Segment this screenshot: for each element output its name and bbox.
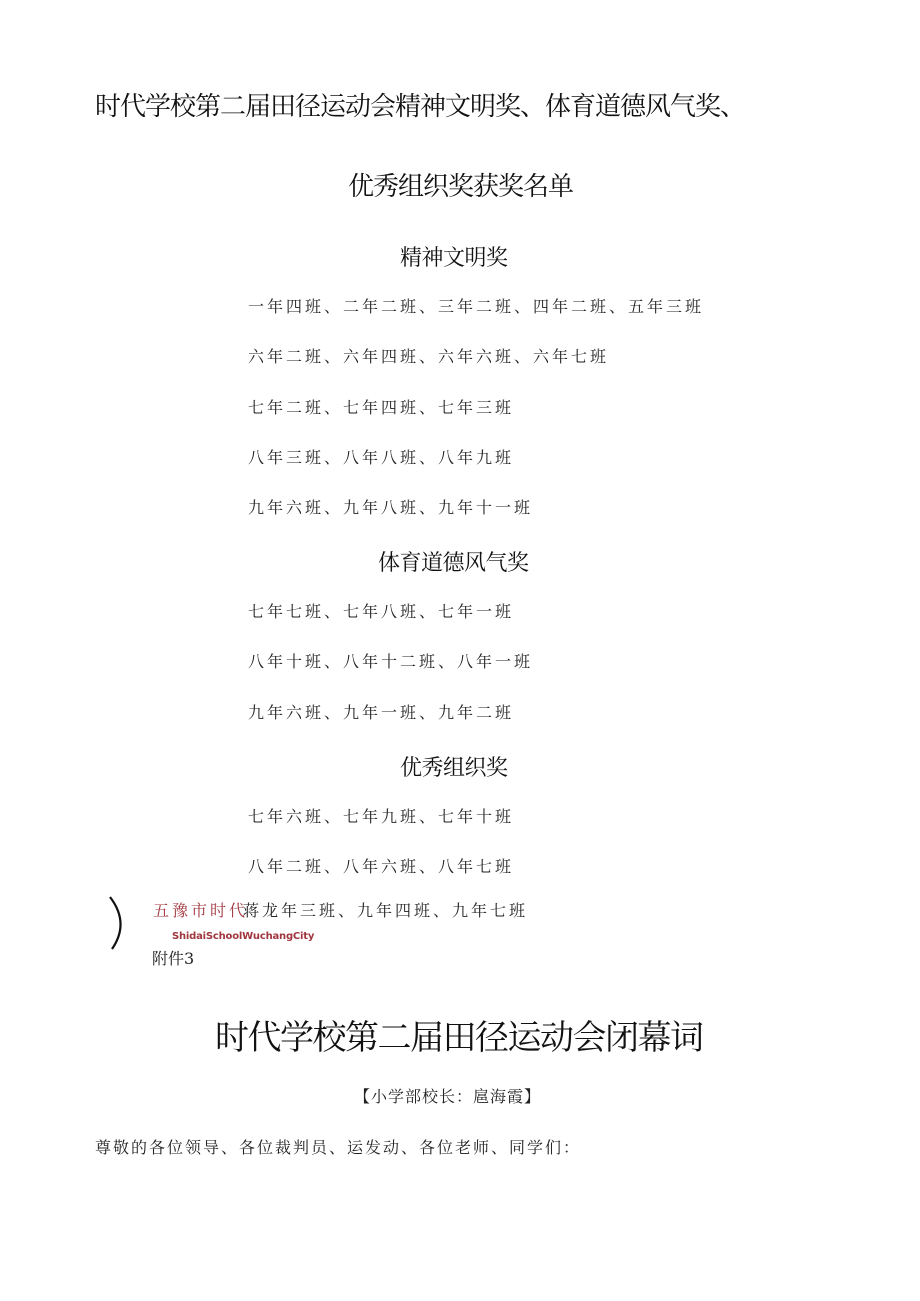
seal-text: 五豫市时代 [153, 901, 249, 920]
award-list-line: 八年三班、八年八班、八年九班 [248, 448, 515, 467]
award-list-line: 六年二班、六年四班、六年六班、六年七班 [248, 347, 610, 366]
closing-speech-title: 时代学校第二届田径运动会闭幕词 [215, 1018, 703, 1058]
seal-arc-icon [104, 893, 134, 953]
award-list-line: 蒋龙年三班、九年四班、九年七班 [243, 901, 529, 920]
speaker-line: 【小学部校长：扈海霞】 [354, 1087, 542, 1106]
award-title-line-1: 时代学校第二届田径运动会精神文明奖、体育道德风气奖、 [95, 92, 746, 122]
award-list-line: 九年六班、九年一班、九年二班 [248, 703, 515, 722]
greeting-line: 尊敬的各位领导、各位裁判员、运发动、各位老师、同学们： [95, 1138, 582, 1157]
award-list-line: 七年二班、七年四班、七年三班 [248, 398, 515, 417]
award-list-line: 九年六班、九年八班、九年十一班 [248, 498, 534, 517]
section-heading-sportsmanship-award: 体育道德风气奖 [378, 551, 529, 576]
section-heading-spirit-award: 精神文明奖 [400, 246, 508, 271]
section-heading-organization-award: 优秀组织奖 [400, 756, 508, 781]
award-list-line: 八年十班、八年十二班、八年一班 [248, 652, 534, 671]
award-list-line: 七年六班、七年九班、七年十班 [248, 807, 515, 826]
award-title-line-2: 优秀组织奖获奖名单 [348, 172, 574, 202]
seal-english-text: ShidaiSchoolWuchangCity [172, 931, 315, 942]
award-list-line: 八年二班、八年六班、八年七班 [248, 857, 515, 876]
attachment-label: 附件3 [152, 949, 195, 968]
award-list-line: 七年七班、七年八班、七年一班 [248, 602, 515, 621]
award-list-line: 一年四班、二年二班、三年二班、四年二班、五年三班 [248, 297, 705, 316]
